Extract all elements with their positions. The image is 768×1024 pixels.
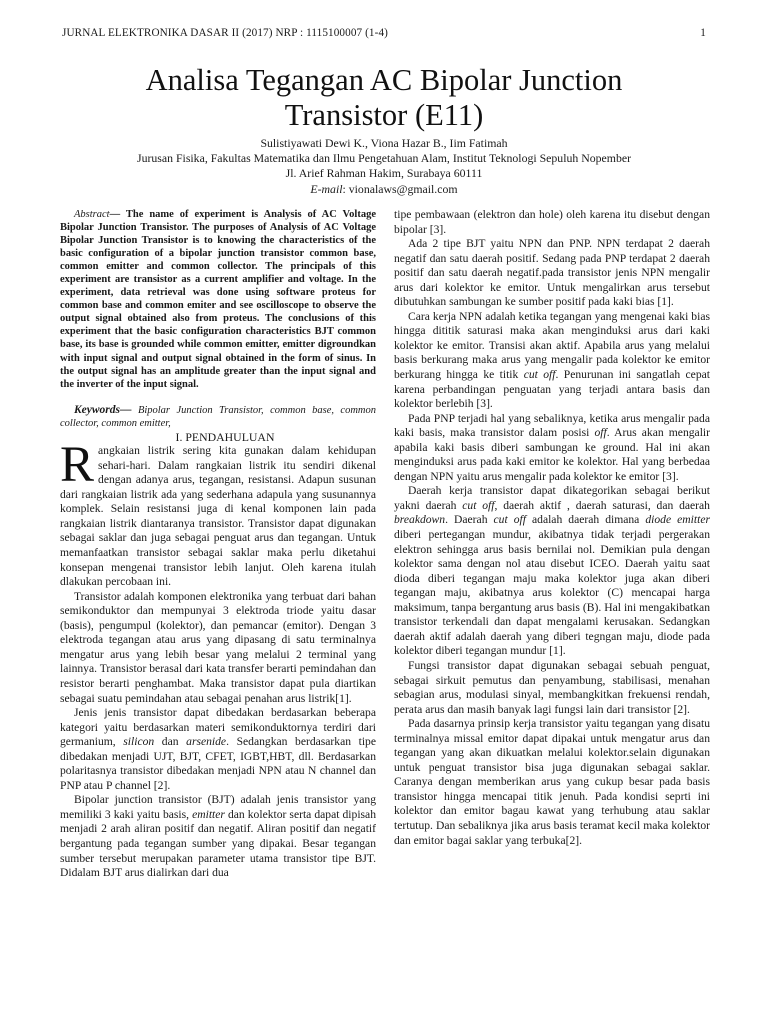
keywords-label: Keywords— bbox=[74, 403, 132, 416]
r2-cutoff: cut off bbox=[523, 368, 556, 382]
r4-diode-emitter: diode emitter bbox=[645, 513, 710, 527]
keywords bbox=[60, 404, 376, 430]
email-label: E-mail bbox=[310, 181, 343, 196]
r4-text-e: diberi pertegangan mundur, akibatnya tidak terjadi pergerakan elektron sehingga arus basis bernilai nol. Demikian pula dengan kolektor sama dengan nol atau disebut ICEO. Daerah yaitu saat dioda diberi tegangan maju maka kolektor juga akan diberi tegangan maju, akibatnya arus kolektor (C) mencapai harga maksimum, tanpa bergantung arus basis (B). Hal ini mengakibatkan transistor terkendali dan dapat mengalami kerusakan. Sedangkan daerah aktif adalah daerah yang diberi tegngan maju, diode pada kolektor diberi tegangan mundur [1]. bbox=[394, 528, 710, 658]
r4-text-c: . Daerah bbox=[445, 513, 494, 527]
title-line-2: Transistor (E11) bbox=[284, 98, 484, 132]
abstract-label: Abstract bbox=[74, 209, 110, 220]
right-paragraph-3 bbox=[394, 412, 710, 485]
r4-cutoff: cut off bbox=[462, 498, 495, 512]
title-line-1: Analisa Tegangan AC Bipolar Junction bbox=[145, 63, 623, 97]
abstract-text: The name of experiment is Analysis of AC Voltage Bipolar Junction Transistor. The purposes of Analysis of AC Voltage Bipolar Junction Transistor is to knowing the characteristics of the basic configuration of a bipolar junction transistor common base, common emitter and common collector. The principals of this experiment are transistor as a current amplifier and voltage. In the experiment, data retrieval was done using software proteus for common base and common emiter and see oscilloscope to observe the output signal obtained also from proteus. The conclusions of this experiment that the basic configuration characteristics BJT common base, its base is grounded while common emitter, emitter digroundkan with input signal and output signal obtained in the form of sinus. In the output signal has an amplitude greater than the input signal and the inverter of the input signal. bbox=[60, 209, 377, 390]
r4-cutoff-2: cut off bbox=[493, 513, 526, 527]
section-heading: I. PENDAHULUAN bbox=[175, 429, 275, 444]
r2-text-a: Cara kerja NPN adalah ketika tegangan yang mengenai kaki bias hingga dititik saturasi maka akan menginduksi arus dari kaki kolektor ke emitor. Transisi akan aktif. Apabila arus yang melalui basis berkurang maka arus yang mengalir pada kolektor ke emitor berkurang hingga ke titik bbox=[394, 309, 710, 382]
abstract-dash: — bbox=[109, 209, 126, 220]
drop-cap: R bbox=[60, 437, 95, 494]
author-address: Jl. Arief Rahman Hakim, Surabaya 60111 bbox=[285, 166, 483, 181]
p4-text-b: dan kolektor serta dapat dipisah menjadi 2 arah aliran positif dan negatif. Aliran positif dan negatif bergantung pada tegangan sumber yang dipakai. Besar tegangan sumber tersebut merupakan parameter utama transistor tipe BJT. Didalam BJT arus dialirkan dari dua bbox=[60, 807, 376, 880]
r4-text-b: , daerah aktif , daerah saturasi, dan daerah bbox=[494, 498, 710, 512]
p3-text-b: dan bbox=[154, 735, 187, 749]
left-column bbox=[60, 208, 376, 881]
r4-text-d: adalah daerah dimana bbox=[525, 513, 646, 527]
p3-silicon: silicon bbox=[123, 735, 155, 749]
right-paragraph-4 bbox=[394, 484, 710, 659]
author-affiliation: Jurusan Fisika, Fakultas Matematika dan Ilmu Pengetahuan Alam, Institut Teknologi Sepuluh Nopember bbox=[136, 151, 632, 166]
right-paragraph-6: Pada dasarnya prinsip kerja transistor yaitu tegangan yang disatu terminalnya missal emitor dapat dipakai untuk mengatur arus dan tegangan yang akan dikuatkan melalui kolektor.selain digunakan untuk penguat transistor bisa juga digunakan sebagai saklar. Caranya dengan memberikan arus yang cukup besar pada basis transistor hingga mencapai titik jenuh. Pada kondisi seprti ini kolektor dan emitor bagau kawat yang terhubung atau saklar tertutup. Dan sebaliknya jika arus basis teramat kecil maka kolektor dan emitor bagai saklar yang terbuka[2]. bbox=[394, 717, 710, 847]
p3-text-c: . Sedangkan berdasarkan tipe dibedakan menjadi UJT, BJT, CFET, IGBT,HBT, dll. Berdasarkan polaritasnya transistor dibedakan menjadi NPN atau N channel dan PNP atau P channel [2]. bbox=[60, 735, 376, 792]
paper-title bbox=[0, 63, 768, 133]
r4-text-a: Daerah kerja transistor dapat dikategorikan sebagai berikut yakni daerah bbox=[394, 484, 710, 512]
intro-paragraph-1-text: angkaian listrik sering kita gunakan dalam kehidupan sehari-hari. Dalam rangkaian listrik itu sendiri dikenal dengan adanya arus, tegangan, resistansi. Adapun susunan dari rangkaian listrik ada yang sederhana adapula yang susunannya komplek. Selain resistansi juga di kenal komponen lain pada rangkaian listrik diantaranya transistor. Transistor dapat digunakan sebagai saklar dan juga sebagai penguat arus dan tegangan. Untuk memanfaatkan transistor sebagai saklar maka perlu diketahui konsepan mengenai transistor lebih lanjut. Oleh karena itulah dlakukan percobaan ini. bbox=[60, 444, 376, 589]
intro-paragraph-1 bbox=[60, 437, 376, 589]
intro-paragraph-2: Transistor adalah komponen elektronika yang terbuat dari bahan semikonduktor dan mempunyai 3 elektroda triode yaitu dasar (basis), pengumpul (kolektor), dan pemancar (emitor). Dengan 3 elektroda tegangan atau arus yang dipasang di satu terminalnya mengatur arus yang lebih besar yang melalui 2 terminal yang lainnya. Transistor berasal dari kata transfer berarti pemindahan dan resistor berarti penghambat. Maka transistor dapat pula diartikan sebagai suatu pemindahan atau sebagai penahan arus listrik[1]. bbox=[60, 589, 376, 705]
r3-off: off bbox=[594, 426, 607, 440]
right-paragraph-0: tipe pembawaan (elektron dan hole) oleh karena itu disebut dengan bipolar [3]. bbox=[394, 208, 710, 236]
r2-text-b: . Penurunan ini sangatlah cepat karena perbandingan penguatan yang terjadi antara basis dan kolektor berlebih [3]. bbox=[394, 368, 710, 411]
right-column bbox=[394, 208, 710, 848]
abstract bbox=[60, 208, 376, 391]
page-number: 1 bbox=[700, 27, 706, 39]
p4-emitter: emitter bbox=[192, 807, 225, 821]
author-email: : vionalaws@gmail.com bbox=[342, 181, 458, 196]
p3-arsenide: arsenide bbox=[186, 735, 227, 749]
author-block bbox=[0, 136, 768, 197]
p3-text-a: Jenis jenis transistor dapat dibedakan berdasarkan beberapa kategori yaitu berdasarkan materi semikonduktornya terdiri dari germanium, bbox=[60, 706, 376, 749]
author-names: Sulistiyawati Dewi K., Viona Hazar B., Iim Fatimah bbox=[260, 136, 508, 150]
intro-paragraph-3 bbox=[60, 706, 376, 793]
p4-text-a: Bipolar junction transistor (BJT) adalah jenis transistor yang memiliki 3 kaki yaitu basis, bbox=[60, 793, 376, 821]
keywords-text: Bipolar Junction Transistor, common base, common collector, common emitter, bbox=[60, 404, 376, 429]
r3-text-b: . Arus akan mengalir apabila kaki basis diberi sambungan ke ground. Hal ini akan menginduksi arus pada kaki emitor ke kolektor. Hal yang berbedaa dengan NPN yaitu arus mengalir pada kolektor ke emitor [3]. bbox=[394, 426, 710, 483]
r4-breakdown: breakdown bbox=[394, 513, 446, 527]
intro-paragraph-4 bbox=[60, 793, 376, 880]
author-email-line bbox=[0, 182, 768, 197]
right-paragraph-5: Fungsi transistor dapat digunakan sebagai sebuah penguat, sebagai sirkuit pemutus dan penyambung, stabilisasi, menahan sebagian arus, modulasi sinyal, membangkitkan frekuensi rendah, perata arus dan masih banyak lagi fungsi lain dari transistor [2]. bbox=[394, 658, 710, 716]
right-paragraph-2 bbox=[394, 310, 710, 412]
running-header bbox=[62, 27, 706, 39]
journal-citation: JURNAL ELEKTRONIKA DASAR II (2017) NRP : 1115100007 (1-4) bbox=[62, 27, 388, 39]
right-paragraph-1: Ada 2 tipe BJT yaitu NPN dan PNP. NPN terdapat 2 daerah negatif dan satu daerah positif. Sedang pada PNP terdapat 2 daerah positif dan satu daerah negatif.pada transistor jenis NPN mengalir arus dari kolektor ke emitor. Untuk mengalirkan arus tersebut dibutuhkan sambungan ke sumber positif pada kaki bias [1]. bbox=[394, 237, 710, 309]
r3-text-a: Pada PNP terjadi hal yang sebaliknya, ketika arus mengalir pada kaki basis, maka transistor dalam posisi bbox=[394, 411, 710, 440]
